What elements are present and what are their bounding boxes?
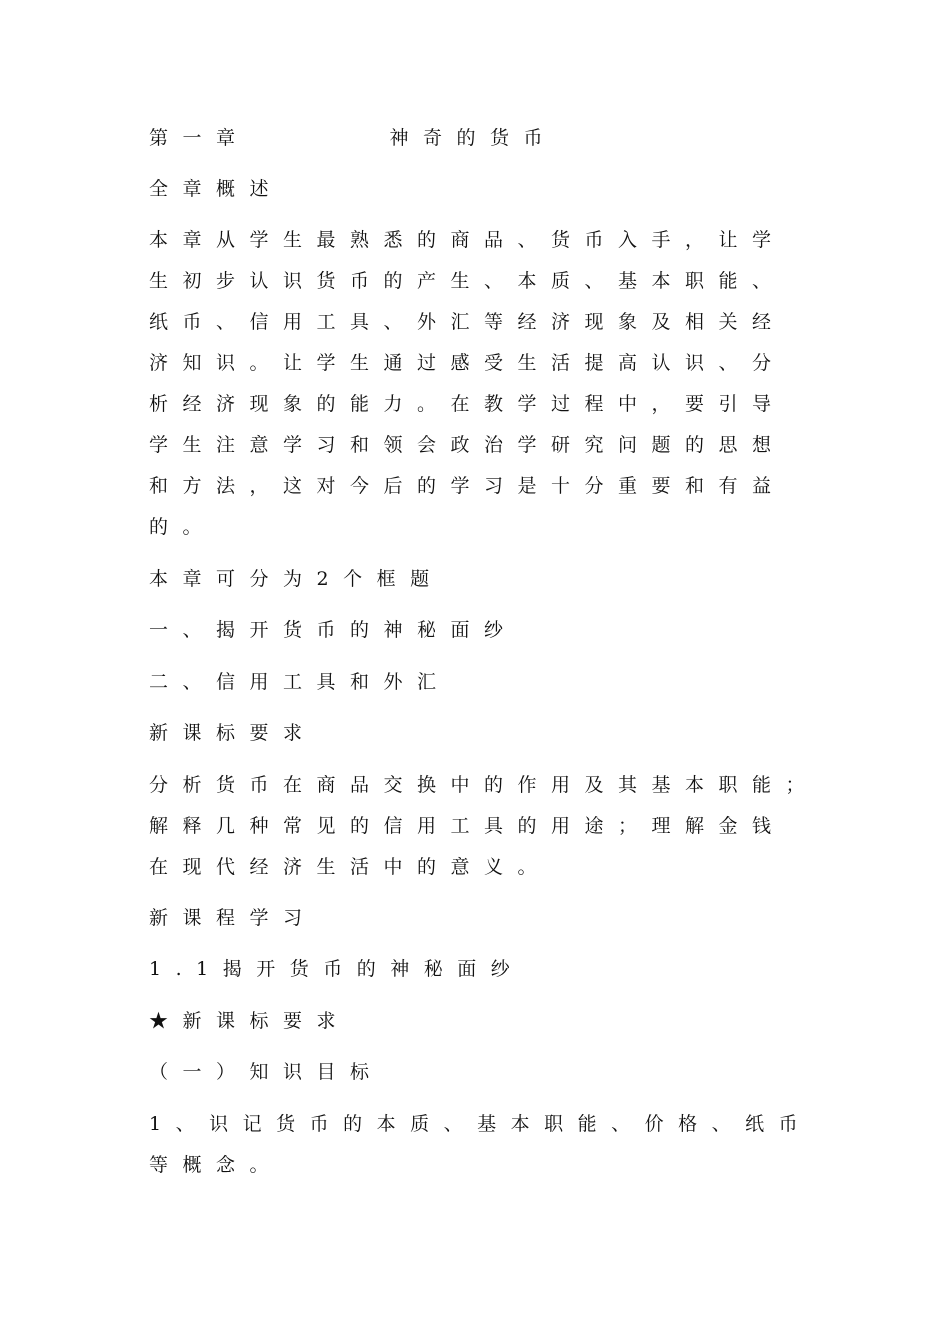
sub-heading: ★新课标要求 [149, 1010, 351, 1032]
overview-line-1: 本章从学生最熟悉的商品、货币入手，让学 [149, 229, 786, 251]
overview-heading: 全章概述 [149, 178, 284, 200]
standards-heading: 新课标要求 [149, 722, 317, 744]
section-heading: 1.1揭开货币的神秘面纱 [149, 958, 525, 980]
chapter-heading [149, 126, 557, 150]
standards-line-2: 解释几种常见的信用工具的用途；理解金钱 [149, 815, 786, 837]
overview-line-6: 学生注意学习和领会政治学研究问题的思想 [149, 434, 786, 456]
overview-line-2: 生初步认识货币的产生、本质、基本职能、 [149, 270, 786, 292]
standards-line-1: 分析货币在商品交换中的作用及其基本职能； [149, 774, 820, 796]
chapter-label: 第一章 [149, 127, 250, 149]
goal-heading: （一）知识目标 [149, 1061, 384, 1083]
frames-heading: 本章可分为2个框题 [149, 568, 444, 590]
overview-line-5: 析经济现象的能力。在教学过程中，要引导 [149, 393, 786, 415]
item1-line-2: 等概念。 [149, 1154, 284, 1176]
chapter-title: 神奇的货币 [389, 127, 558, 149]
overview-line-4: 济知识。让学生通过感受生活提高认识、分 [149, 352, 786, 374]
frame-item-2: 二、信用工具和外汇 [149, 671, 451, 693]
overview-line-3: 纸币、信用工具、外汇等经济现象及相关经 [149, 311, 786, 333]
frame-item-1: 一、揭开货币的神秘面纱 [149, 619, 518, 641]
standards-line-3: 在现代经济生活中的意义。 [149, 856, 552, 878]
item1-line-1: 1、识记货币的本质、基本职能、价格、纸币 [149, 1113, 813, 1135]
study-heading: 新课程学习 [149, 907, 317, 929]
overview-line-8: 的。 [149, 516, 217, 538]
overview-line-7: 和方法，这对今后的学习是十分重要和有益 [149, 475, 786, 497]
